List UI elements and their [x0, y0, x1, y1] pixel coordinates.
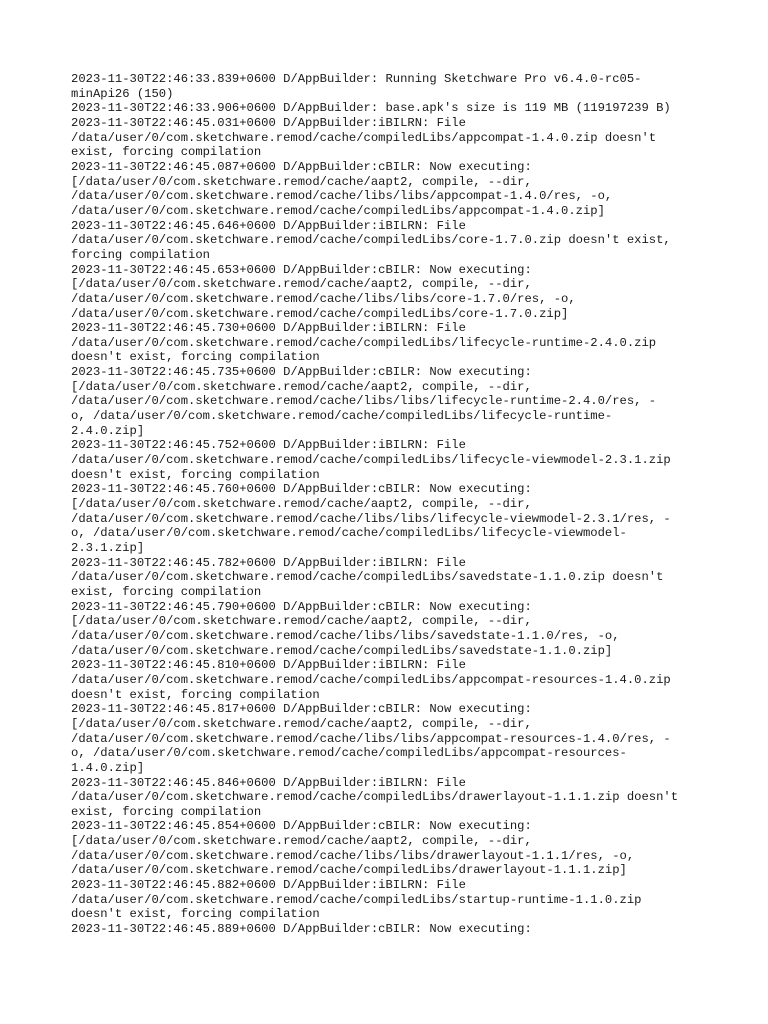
log-line: [/data/user/0/com.sketchware.remod/cache/aapt2, compile, --dir,: [71, 614, 532, 629]
log-line: 2023-11-30T22:46:45.730+0600 D/AppBuilder:iBILRN: File: [71, 321, 466, 336]
log-line: 2023-11-30T22:46:45.782+0600 D/AppBuilder:iBILRN: File: [71, 555, 466, 570]
log-line: exist, forcing compilation: [71, 584, 262, 599]
log-line: 2023-11-30T22:46:45.889+0600 D/AppBuilder:cBILR: Now executing:: [71, 922, 532, 937]
log-line: /data/user/0/com.sketchware.remod/cache/compiledLibs/core-1.7.0.zip]: [71, 306, 569, 321]
log-line: 2023-11-30T22:46:45.846+0600 D/AppBuilder:iBILRN: File: [71, 775, 466, 790]
log-line: [/data/user/0/com.sketchware.remod/cache/aapt2, compile, --dir,: [71, 174, 532, 189]
log-line: /data/user/0/com.sketchware.remod/cache/compiledLibs/startup-runtime-1.1.0.zip: [71, 892, 642, 907]
log-line: 2023-11-30T22:46:45.752+0600 D/AppBuilder:iBILRN: File: [71, 438, 466, 453]
log-line: minApi26 (150): [71, 86, 174, 101]
log-line: 2023-11-30T22:46:45.735+0600 D/AppBuilder:cBILR: Now executing:: [71, 365, 532, 380]
log-line: doesn't exist, forcing compilation: [71, 467, 320, 482]
log-line: /data/user/0/com.sketchware.remod/cache/compiledLibs/lifecycle-viewmodel-2.3.1.zip: [71, 453, 671, 468]
log-line: 1.4.0.zip]: [71, 760, 145, 775]
log-line: /data/user/0/com.sketchware.remod/cache/compiledLibs/appcompat-1.4.0.zip doesn't: [71, 130, 657, 145]
log-line: [/data/user/0/com.sketchware.remod/cache/aapt2, compile, --dir,: [71, 716, 532, 731]
log-line: o, /data/user/0/com.sketchware.remod/cache/compiledLibs/appcompat-resources-: [71, 746, 627, 761]
log-line: /data/user/0/com.sketchware.remod/cache/compiledLibs/savedstate-1.1.0.zip doesn't: [71, 570, 664, 585]
log-line: [/data/user/0/com.sketchware.remod/cache/aapt2, compile, --dir,: [71, 379, 532, 394]
log-line: 2023-11-30T22:46:45.087+0600 D/AppBuilder:cBILR: Now executing:: [71, 159, 532, 174]
log-line: exist, forcing compilation: [71, 804, 262, 819]
log-line: 2.3.1.zip]: [71, 541, 145, 555]
log-line: /data/user/0/com.sketchware.remod/cache/libs/libs/lifecycle-runtime-2.4.0/res, -: [71, 394, 657, 409]
log-line: 2023-11-30T22:46:45.760+0600 D/AppBuilder:cBILR: Now executing:: [71, 482, 532, 497]
log-line: /data/user/0/com.sketchware.remod/cache/libs/libs/appcompat-resources-1.4.0/res, -: [71, 731, 671, 746]
log-output: [71, 72, 711, 937]
log-line: /data/user/0/com.sketchware.remod/cache/libs/libs/savedstate-1.1.0/res, -o,: [71, 628, 620, 643]
log-line: 2023-11-30T22:46:33.906+0600 D/AppBuilder: base.apk's size is 119 MB (119197239 B): [71, 101, 671, 116]
log-line: doesn't exist, forcing compilation: [71, 907, 320, 922]
log-line: /data/user/0/com.sketchware.remod/cache/compiledLibs/core-1.7.0.zip doesn't exist,: [71, 233, 671, 248]
log-line: /data/user/0/com.sketchware.remod/cache/compiledLibs/drawerlayout-1.1.1.zip]: [71, 863, 627, 878]
log-line: 2023-11-30T22:46:45.790+0600 D/AppBuilder:cBILR: Now executing:: [71, 599, 532, 614]
log-line: o, /data/user/0/com.sketchware.remod/cache/compiledLibs/lifecycle-runtime-: [71, 409, 613, 424]
log-line: /data/user/0/com.sketchware.remod/cache/compiledLibs/appcompat-1.4.0.zip]: [71, 203, 605, 218]
log-line: 2023-11-30T22:46:45.882+0600 D/AppBuilder:iBILRN: File: [71, 878, 466, 893]
log-line: 2023-11-30T22:46:45.653+0600 D/AppBuilder:cBILR: Now executing:: [71, 262, 532, 277]
log-line: 2023-11-30T22:46:45.646+0600 D/AppBuilder:iBILRN: File: [71, 218, 466, 233]
log-line: /data/user/0/com.sketchware.remod/cache/compiledLibs/savedstate-1.1.0.zip]: [71, 643, 613, 658]
log-line: /data/user/0/com.sketchware.remod/cache/libs/libs/drawerlayout-1.1.1/res, -o,: [71, 848, 635, 863]
log-line: doesn't exist, forcing compilation: [71, 350, 320, 365]
log-line: /data/user/0/com.sketchware.remod/cache/compiledLibs/appcompat-resources-1.4.0.zip: [71, 672, 671, 687]
log-line: 2023-11-30T22:46:45.817+0600 D/AppBuilder:cBILR: Now executing:: [71, 702, 532, 717]
log-line: [/data/user/0/com.sketchware.remod/cache/aapt2, compile, --dir,: [71, 497, 532, 512]
log-line: 2.4.0.zip]: [71, 423, 145, 438]
log-line: /data/user/0/com.sketchware.remod/cache/compiledLibs/lifecycle-runtime-2.4.0.zip: [71, 335, 657, 350]
log-line: 2023-11-30T22:46:33.839+0600 D/AppBuilder: Running Sketchware Pro v6.4.0-rc05-: [71, 72, 642, 86]
log-line: doesn't exist, forcing compilation: [71, 687, 320, 702]
log-line: /data/user/0/com.sketchware.remod/cache/libs/libs/lifecycle-viewmodel-2.3.1/res, -: [71, 511, 671, 526]
log-line: /data/user/0/com.sketchware.remod/cache/compiledLibs/drawerlayout-1.1.1.zip doesn't: [71, 790, 679, 805]
log-line: /data/user/0/com.sketchware.remod/cache/libs/libs/appcompat-1.4.0/res, -o,: [71, 189, 613, 204]
log-line: 2023-11-30T22:46:45.810+0600 D/AppBuilder:iBILRN: File: [71, 658, 466, 673]
log-line: forcing compilation: [71, 247, 210, 262]
log-line: [/data/user/0/com.sketchware.remod/cache/aapt2, compile, --dir,: [71, 277, 532, 292]
log-line: exist, forcing compilation: [71, 145, 262, 160]
log-line: 2023-11-30T22:46:45.854+0600 D/AppBuilder:cBILR: Now executing:: [71, 819, 532, 834]
log-line: [/data/user/0/com.sketchware.remod/cache/aapt2, compile, --dir,: [71, 834, 532, 849]
log-line: 2023-11-30T22:46:45.031+0600 D/AppBuilder:iBILRN: File: [71, 115, 466, 130]
log-line: /data/user/0/com.sketchware.remod/cache/libs/libs/core-1.7.0/res, -o,: [71, 291, 576, 306]
log-line: o, /data/user/0/com.sketchware.remod/cache/compiledLibs/lifecycle-viewmodel-: [71, 526, 627, 541]
